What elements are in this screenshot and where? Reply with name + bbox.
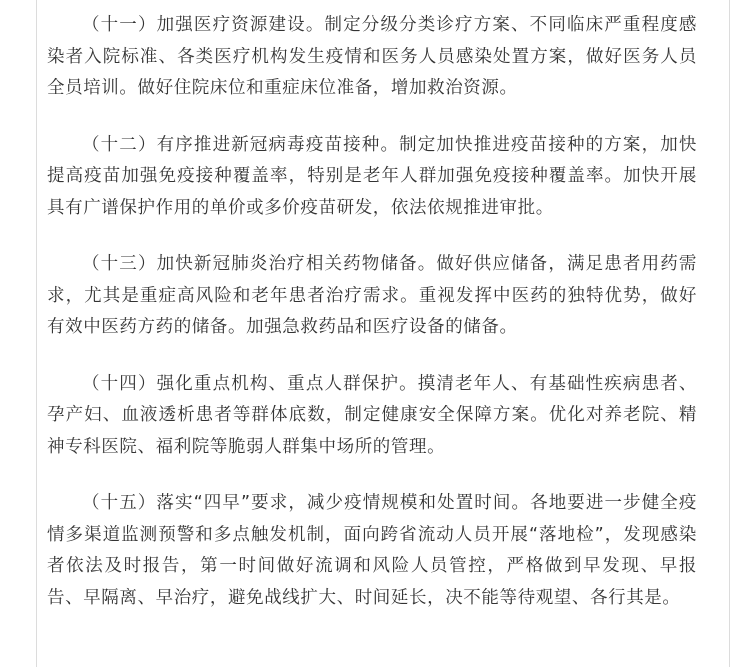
paragraph-15: （十五）落实“四早”要求，减少疫情规模和处置时间。各地要进一步健全疫情多渠道监测预警和多点触发机制，面向跨省流动人员开展“落地检”，发现感染者依法及时报告，第一时间做好流调和风险人员管控，严格做到早发现、早报告、早隔离、早治疗，避免战线扩大、时间延长，决不能等待观望、各行其是。: [47, 493, 697, 608]
paragraph-14: （十四）强化重点机构、重点人群保护。摸清老年人、有基础性疾病患者、孕产妇、血液透析患者等群体底数，制定健康安全保障方案。优化对养老院、精神专科医院、福利院等脆弱人群集中场所的管理。: [47, 373, 697, 457]
article-body: [47, 0, 697, 639]
paragraph-12: （十二）有序推进新冠病毒疫苗接种。制定加快推进疫苗接种的方案，加快提高疫苗加强免疫接种覆盖率，特别是老年人群加强免疫接种覆盖率。加快开展具有广谱保护作用的单价或多价疫苗研发，依法依规推进审批。: [47, 134, 697, 218]
paragraph-13: （十三）加快新冠肺炎治疗相关药物储备。做好供应储备，满足患者用药需求，尤其是重症高风险和老年患者治疗需求。重视发挥中医药的独特优势，做好有效中医药方药的储备。加强急救药品和医疗设备的储备。: [47, 254, 697, 337]
paragraph-11: （十一）加强医疗资源建设。制定分级分类诊疗方案、不同临床严重程度感染者入院标准、各类医疗机构发生疫情和医务人员感染处置方案，做好医务人员全员培训。做好住院床位和重症床位准备，增加救治资源。: [47, 15, 697, 98]
